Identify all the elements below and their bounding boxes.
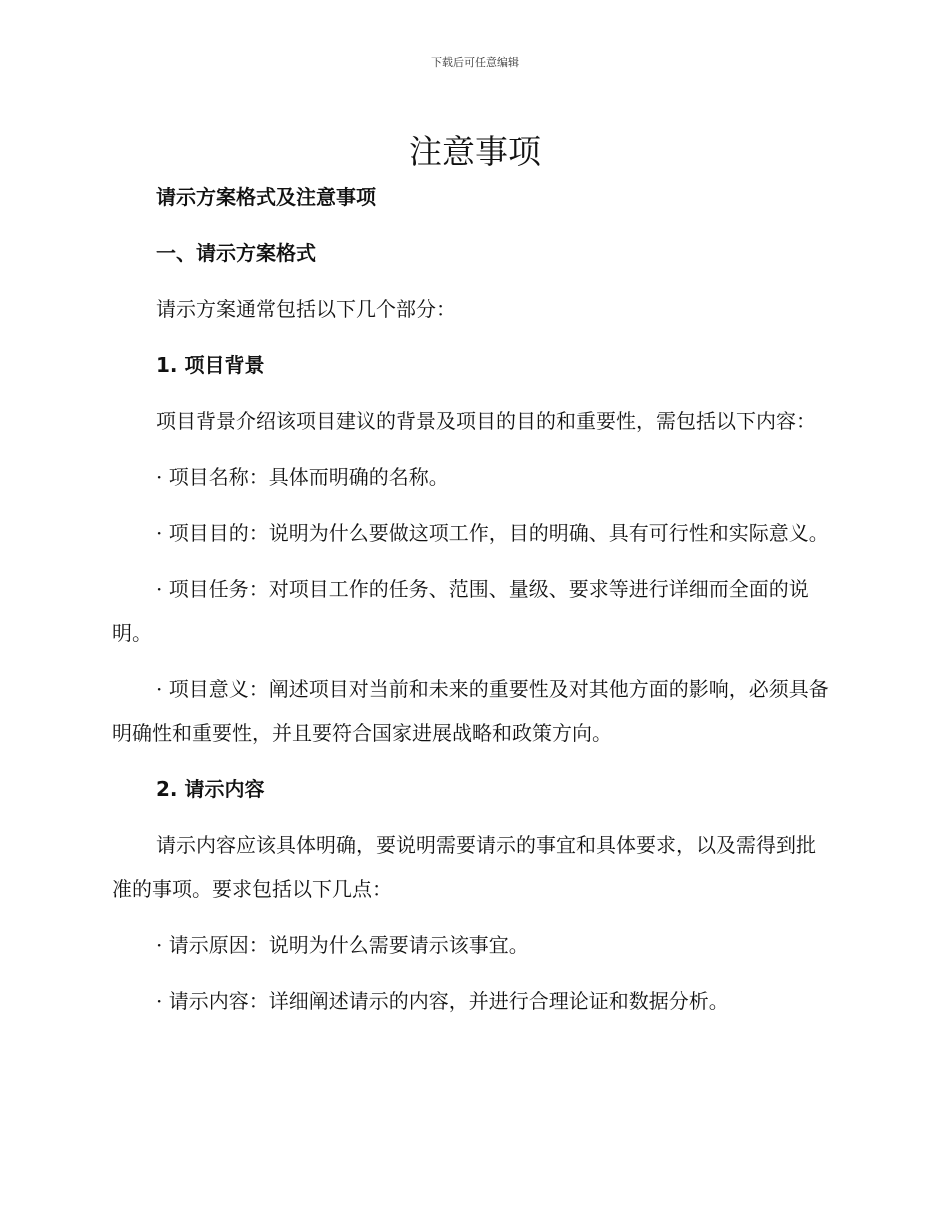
bullet-item: · 项目目的：说明为什么要做这项工作，目的明确、具有可行性和实际意义。 — [156, 521, 829, 545]
bullet-item: · 项目名称：具体而明确的名称。 — [156, 465, 449, 489]
document-body — [112, 175, 832, 1023]
subtitle: 请示方案格式及注意事项 — [156, 185, 376, 209]
bullet-item: · 项目意义：阐述项目对当前和未来的重要性及对其他方面的影响，必须具备明确性和重要性，并且要符合国家进展战略和政策方向。 — [112, 677, 829, 745]
section-heading: 一、请示方案格式 — [156, 241, 316, 265]
section-intro: 请示方案通常包括以下几个部分： — [156, 297, 456, 321]
bullet-item: · 项目任务：对项目工作的任务、范围、量级、要求等进行详细而全面的说明。 — [112, 577, 809, 645]
item-heading-request: 2. 请示内容 — [156, 777, 265, 801]
page-title: 注意事项 — [409, 132, 541, 171]
paragraph-request: 请示内容应该具体明确，要说明需要请示的事宜和具体要求，以及需得到批准的事项。要求包括以下几点： — [112, 833, 816, 901]
header-note: 下载后可任意编辑 — [431, 56, 519, 69]
bullet-item: · 请示原因：说明为什么需要请示该事宜。 — [156, 933, 529, 957]
paragraph-background: 项目背景介绍该项目建议的背景及项目的目的和重要性，需包括以下内容： — [156, 409, 816, 433]
bullet-item: · 请示内容：详细阐述请示的内容，并进行合理论证和数据分析。 — [156, 989, 729, 1013]
item-heading-background: 1. 项目背景 — [156, 353, 265, 377]
